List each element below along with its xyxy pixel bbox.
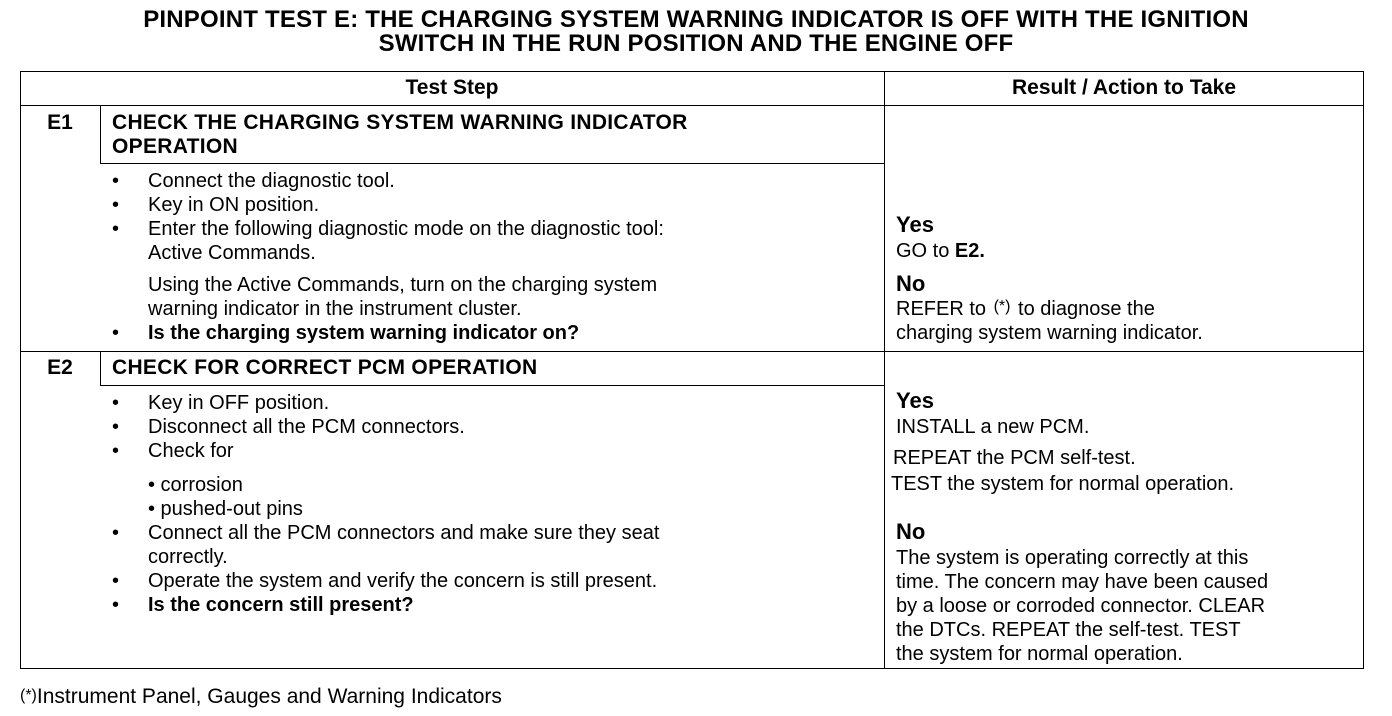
e2-yes-label: Yes xyxy=(896,388,934,413)
e2-yes-action: REPEAT the PCM self-test. xyxy=(893,447,1136,469)
footnote-text: Instrument Panel, Gauges and Warning Indicators xyxy=(36,685,502,708)
sub-list-item: • corrosion xyxy=(148,474,243,496)
footnote xyxy=(20,684,502,712)
bullet: • xyxy=(112,570,120,592)
bullet: • xyxy=(112,218,120,240)
e1-no-label: No xyxy=(896,271,926,296)
header-result-action: Result / Action to Take xyxy=(1011,76,1237,99)
e1-yes-action-text: GO to xyxy=(896,240,955,262)
reference-mark: (*) xyxy=(20,687,37,704)
list-item-text: Connect the diagnostic tool. xyxy=(148,170,395,192)
step-id-e1: E1 xyxy=(47,111,73,134)
e1-no-action-prefix: REFER to xyxy=(896,298,987,320)
step-title-e1-line-2: OPERATION xyxy=(112,135,238,158)
list-item-text: Check for xyxy=(148,440,234,462)
list-item-text: Active Commands. xyxy=(148,242,316,264)
list-item-text: Key in OFF position. xyxy=(148,392,330,414)
reference-mark: (*) xyxy=(993,298,1011,315)
e2-title-divider xyxy=(100,385,884,386)
e1-yes-action xyxy=(896,239,985,263)
list-item-text: Operate the system and verify the concern is still present. xyxy=(148,570,658,592)
list-item-text: Connect all the PCM connectors and make sure they seat xyxy=(148,522,660,544)
e1-no-action-line-2: charging system warning indicator. xyxy=(896,322,1203,344)
page-title-line-2: SWITCH IN THE RUN POSITION AND THE ENGINE OFF xyxy=(378,30,1014,57)
bullet: • xyxy=(112,522,120,544)
e2-no-action: by a loose or corroded connector. CLEAR xyxy=(896,595,1266,617)
step-title-e1 xyxy=(112,111,688,159)
e2-id-divider xyxy=(100,351,101,385)
list-item-text: Is the charging system warning indicator on? xyxy=(148,322,580,344)
page-title-line-1: PINPOINT TEST E: THE CHARGING SYSTEM WARNING INDICATOR IS OFF WITH THE IGNITION xyxy=(143,6,1249,33)
list-item-text: Enter the following diagnostic mode on the diagnostic tool: xyxy=(148,218,664,240)
list-item-text: warning indicator in the instrument cluster. xyxy=(148,298,522,320)
e1-yes-label: Yes xyxy=(896,212,934,237)
e2-yes-action: INSTALL a new PCM. xyxy=(896,416,1090,438)
bullet: • xyxy=(112,194,120,216)
header-divider xyxy=(20,105,1364,106)
bullet: • xyxy=(112,440,120,462)
e1-id-divider xyxy=(100,105,101,163)
list-item-text: Key in ON position. xyxy=(148,194,320,216)
list-item-text: Using the Active Commands, turn on the charging system xyxy=(148,274,658,296)
list-item-text: correctly. xyxy=(148,546,228,568)
e1-no-action-line-1 xyxy=(896,297,1155,323)
bullet: • xyxy=(112,392,120,414)
bullet: • xyxy=(112,322,120,344)
page-title xyxy=(0,8,1392,56)
bullet: • xyxy=(112,170,120,192)
e2-no-action: time. The concern may have been caused xyxy=(896,571,1269,593)
step-id-e2: E2 xyxy=(47,356,73,379)
row-divider xyxy=(20,351,1364,352)
sub-list-item: • pushed-out pins xyxy=(148,498,303,520)
list-item-text: Disconnect all the PCM connectors. xyxy=(148,416,465,438)
list-item-text: Is the concern still present? xyxy=(148,594,414,616)
e1-yes-action-target: E2. xyxy=(954,240,985,262)
step-title-e1-line-1: CHECK THE CHARGING SYSTEM WARNING INDICATOR xyxy=(112,111,688,134)
e2-yes-action: TEST the system for normal operation. xyxy=(891,473,1235,495)
e1-no-action-suffix: to diagnose the xyxy=(1018,298,1155,320)
bullet: • xyxy=(112,594,120,616)
step-title-e2: CHECK FOR CORRECT PCM OPERATION xyxy=(112,356,538,379)
column-divider xyxy=(884,71,885,669)
e2-no-label: No xyxy=(896,519,926,544)
e2-no-action: the system for normal operation. xyxy=(896,643,1183,665)
e1-title-divider xyxy=(100,163,884,164)
e2-no-action: The system is operating correctly at this xyxy=(896,547,1249,569)
header-test-step: Test Step xyxy=(405,76,499,99)
bullet: • xyxy=(112,416,120,438)
e2-no-action: the DTCs. REPEAT the self-test. TEST xyxy=(896,619,1241,641)
